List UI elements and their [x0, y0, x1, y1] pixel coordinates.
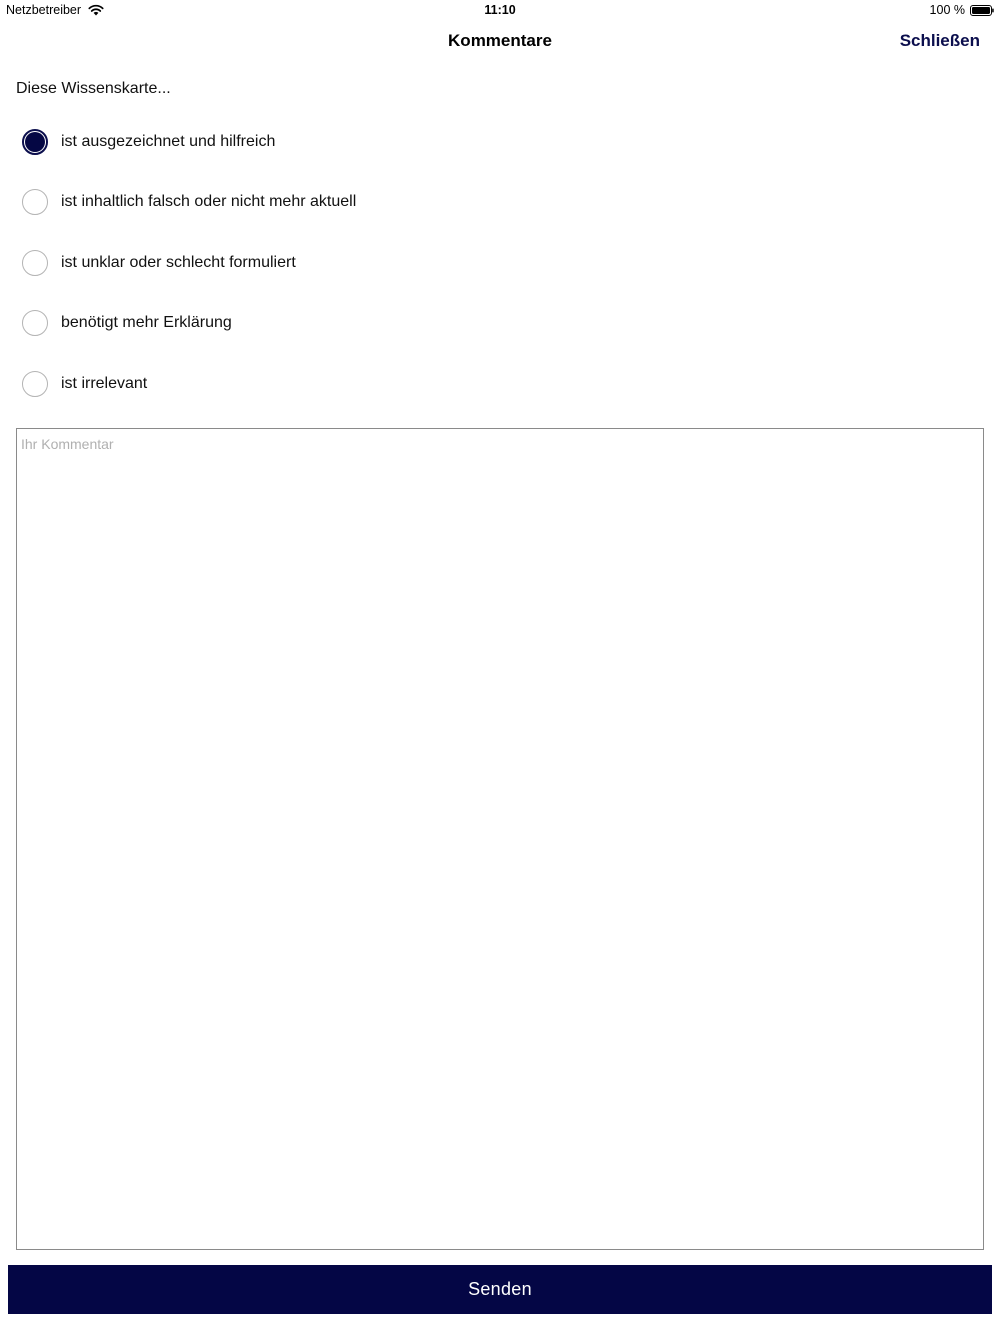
radio-option-label: ist inhaltlich falsch oder nicht mehr aktuell: [61, 193, 357, 210]
battery-full-icon: [970, 5, 994, 16]
radio-button-selected[interactable]: [22, 129, 48, 155]
radio-button[interactable]: [22, 310, 48, 336]
status-bar: [0, 0, 1000, 22]
close-button[interactable]: Schließen: [899, 31, 980, 50]
radio-button[interactable]: [22, 250, 48, 276]
radio-option-more-explanation[interactable]: [22, 308, 232, 338]
battery-percentage: 100 %: [929, 3, 965, 17]
page-title: Kommentare: [448, 31, 552, 50]
radio-option-label: ist irrelevant: [61, 375, 148, 392]
radio-dot: [25, 132, 45, 152]
radio-option-irrelevant[interactable]: [22, 369, 147, 399]
radio-option-label: benötigt mehr Erklärung: [61, 314, 232, 331]
send-button[interactable]: Senden: [8, 1265, 992, 1314]
battery-status: [930, 3, 994, 17]
radio-option-label: ist unklar oder schlecht formuliert: [61, 254, 296, 271]
radio-option-unclear[interactable]: [22, 248, 296, 278]
radio-option-label: ist ausgezeichnet und hilfreich: [61, 133, 276, 150]
comment-textarea[interactable]: [16, 428, 984, 1250]
carrier-name: Netzbetreiber: [6, 3, 82, 17]
feedback-prompt: Diese Wissenskarte...: [16, 80, 171, 97]
radio-button[interactable]: [22, 371, 48, 397]
radio-option-excellent[interactable]: [22, 127, 275, 157]
radio-option-incorrect[interactable]: [22, 187, 356, 217]
radio-button[interactable]: [22, 189, 48, 215]
status-time: 11:10: [484, 3, 516, 17]
